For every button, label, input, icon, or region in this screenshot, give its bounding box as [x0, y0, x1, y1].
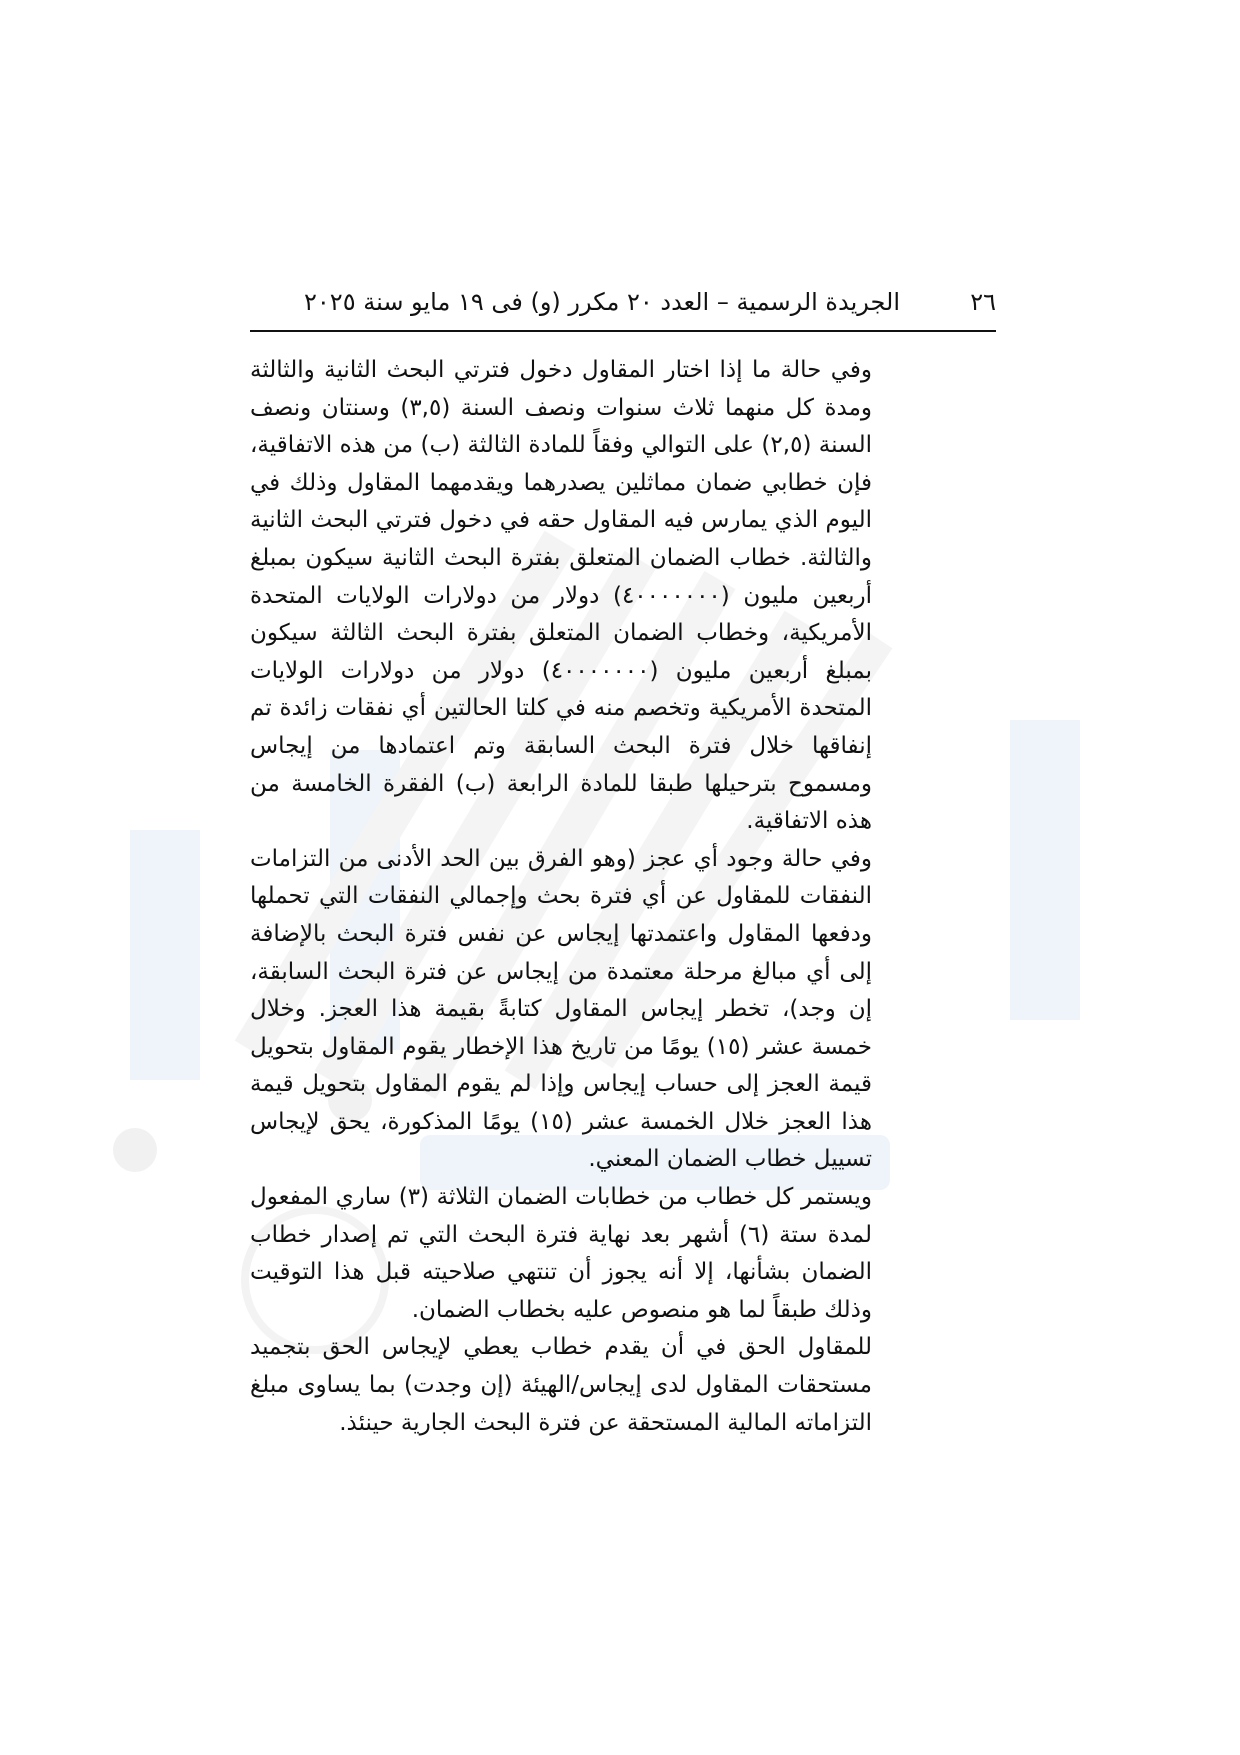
- page-number: ٢٦: [970, 288, 996, 316]
- paragraph-deficit: وفي حالة وجود أي عجز (وهو الفرق بين الحد الأدنى من التزامات النفقات للمقاول عن أي فترة بحث وإجمالي النفقات التي تحملها ودفعها المقاول واعتمدتها إيجاس عن نفس فترة البحث بالإضافة إلى أي مبالغ مرحلة معتمدة من إيجاس عن فترة البحث السابقة، إن وجد)، تخطر إيجاس المقاول كتابةً بقيمة هذا العجز. وخلال خمسة عشر (١٥) يومًا من تاريخ هذا الإخطار يقوم المقاول بتحويل قيمة العجز إلى حساب إيجاس وإذا لم يقوم المقاول بتحويل قيمة هذا العجز خلال الخمسة عشر (١٥) يومًا المذكورة، يحق لإيجاس تسييل خطاب الضمان المعني.: [250, 845, 872, 1173]
- paragraph-guarantee-letters: وفي حالة ما إذا اختار المقاول دخول فترتي البحث الثانية والثالثة ومدة كل منهما ثلاث سنوات ونصف السنة (٣,٥) وسنتان ونصف السنة (٢,٥) على التوالي وفقاً للمادة الثالثة (ب) من هذه الاتفاقية، فإن خطابي ضمان مماثلين يصدرهما ويقدمهما المقاول وذلك في اليوم الذي يمارس فيه المقاول حقه في دخول فترتي البحث الثانية والثالثة. خطاب الضمان المتعلق بفترة البحث الثانية سيكون بمبلغ أربعين مليون (٤٠٠٠٠٠٠٠) دولار من دولارات الولايات المتحدة الأمريكية، وخطاب الضمان المتعلق بفترة البحث الثالثة سيكون بمبلغ أربعين مليون (٤٠٠٠٠٠٠٠) دولار من دولارات الولايات المتحدة الأمريكية وتخصم منه في كلتا الحالتين أي نفقات زائدة تم إنفاقها خلال فترة البحث السابقة وتم اعتمادها من إيجاس ومسموح بترحيلها طبقا للمادة الرابعة (ب) الفقرة الخامسة من هذه الاتفاقية.: [250, 357, 873, 835]
- issue-title: الجريدة الرسمية – العدد ٢٠ مكرر (و) فى ١٩ مايو سنة ٢٠٢٥: [304, 288, 900, 316]
- running-header: [250, 286, 996, 332]
- paragraph-validity: ويستمر كل خطاب من خطابات الضمان الثلاثة (٣) ساري المفعول لمدة ستة (٦) أشهر بعد نهاية فترة البحث التي تم إصدار خطاب الضمان بشأنها، إلا أنه يجوز أن تنتهي صلاحيته قبل هذا التوقيت وذلك طبقاً لما هو منصوص عليه بخطاب الضمان.: [250, 1184, 872, 1323]
- paragraph-contractor-right: للمقاول الحق في أن يقدم خطاب يعطي لإيجاس الحق بتجميد مستحقات المقاول لدى إيجاس/الهيئة (إن وجدت) بما يساوى مبلغ التزاماته المالية المستحقة عن فترة البحث الجارية حينئذ.: [250, 1334, 872, 1436]
- body-text: [250, 352, 872, 1442]
